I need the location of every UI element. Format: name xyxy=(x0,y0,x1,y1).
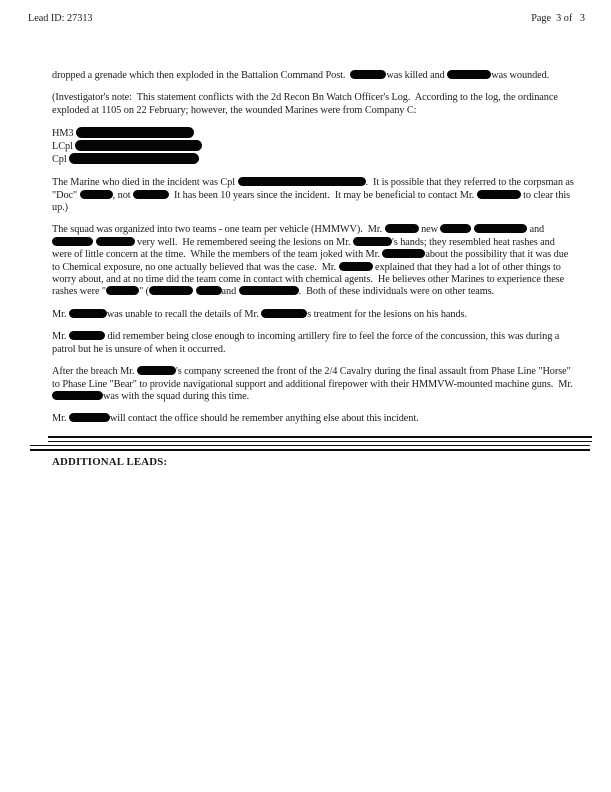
text-run: HM3 xyxy=(52,128,76,140)
para-wounded-marines-list xyxy=(52,127,576,166)
text-run xyxy=(193,286,196,297)
text-run: . Both of these individuals were on other teams. xyxy=(298,286,495,298)
redaction-bar xyxy=(447,70,491,79)
text-run: s treatment for the lesions on his hands. xyxy=(307,308,467,320)
text-run: LCpl xyxy=(52,141,76,153)
para-will-contact-office xyxy=(52,413,576,425)
redaction-bar xyxy=(196,286,222,295)
text-run: " ( xyxy=(139,286,150,298)
para-artillery-fire xyxy=(52,331,576,356)
redaction-bar xyxy=(474,224,527,233)
page-number-label: Page 3 of 3 xyxy=(531,13,585,24)
text-run: was with the squad during this time. xyxy=(103,390,250,402)
redaction-bar xyxy=(137,366,176,375)
redaction-bar xyxy=(96,237,135,246)
text-run: Cpl xyxy=(52,154,70,166)
para-squad-organization xyxy=(52,224,576,298)
redaction-bar xyxy=(80,190,113,199)
text-run: (Investigator's note: This statement conflicts with the 2d Recon Bn Watch Officer's Log. According to the log, the ordinance exploded at 1105 on 22 February; however, the wounded Marines were from Company C: xyxy=(52,92,561,116)
redaction-bar xyxy=(261,309,307,318)
text-run: and xyxy=(526,224,547,236)
para-investigators-note xyxy=(52,92,576,117)
redaction-bar xyxy=(69,331,105,340)
text-run: about the possibility that it was due to Chemical exposure, no one actually believed that was the case. Mr. xyxy=(52,249,571,273)
redaction-bar xyxy=(385,224,419,233)
text-run: new xyxy=(418,224,441,236)
redaction-bar xyxy=(477,190,521,199)
lead-id-label: Lead ID: 27313 xyxy=(28,13,93,24)
text-run: Mr. xyxy=(52,308,69,320)
redaction-bar xyxy=(75,140,202,151)
redaction-bar xyxy=(382,249,425,258)
redaction-bar xyxy=(76,127,194,138)
text-run: will contact the office should he remember anything else about this incident. xyxy=(109,413,419,425)
additional-leads-heading: ADDITIONAL LEADS: xyxy=(52,456,168,469)
redaction-bar xyxy=(133,190,169,199)
text-run: Mr. xyxy=(52,413,69,425)
redaction-bar xyxy=(440,224,471,233)
para-grenade-incident xyxy=(52,70,576,82)
redaction-bar xyxy=(69,309,107,318)
text-run: was killed and xyxy=(386,70,448,81)
para-after-the-breach xyxy=(52,366,576,403)
redaction-bar xyxy=(69,153,199,164)
paragraph-list xyxy=(52,70,576,426)
redaction-bar xyxy=(149,286,193,295)
text-run: The squad was organized into two teams - one team per vehicle (HMMWV). Mr. xyxy=(52,224,385,236)
section-separator xyxy=(52,436,576,452)
text-run: . It is possible that they referred to the corpsman as "Doc" xyxy=(52,177,577,201)
text-run: was wounded. xyxy=(491,70,550,81)
text-run: was unable to recall the details of Mr. xyxy=(106,308,262,320)
text-run: very well. He remembered seeing the lesions on Mr. xyxy=(134,236,354,248)
text-run: dropped a grenade which then exploded in the Battalion Command Post. xyxy=(52,70,351,81)
redaction-bar xyxy=(69,413,110,422)
redaction-bar xyxy=(239,286,299,295)
document-body xyxy=(52,70,576,469)
redaction-bar xyxy=(339,262,373,271)
redaction-bar xyxy=(350,70,386,79)
redaction-bar xyxy=(238,177,366,186)
redaction-bar xyxy=(106,286,139,295)
text-run: 's hands; they resembled heat rashes and were of little concern at the time. While the members of the team joked with Mr. xyxy=(52,236,558,261)
text-run: After the breach Mr. xyxy=(52,366,137,378)
text-run: , not xyxy=(112,189,134,201)
redaction-bar xyxy=(52,237,93,246)
separator-rule-bottom xyxy=(30,445,590,451)
text-run: It has been 10 years since the incident. It may be beneficial to contact Mr. xyxy=(169,189,477,201)
redaction-bar xyxy=(52,391,103,400)
text-run: 's company screened the front of the 2/4 Cavalry during the final assault from Phase Line "Horse" to Phase Line "Bear" to provide navigational support and additional firepower with their HMMVW-mounted machine guns. Mr. xyxy=(52,366,576,390)
text-run: to clear this up.) xyxy=(52,189,573,214)
text-run: explained that they had a lot of other things to worry about, and at no time did the team come in contact with chemical agents. He believes other Marines to experience these rashes were " xyxy=(52,261,567,298)
text-run: did remember being close enough to incoming artillery fire to feel the force of the concussion, this was during a patrol but he is unsure of when it occurred. xyxy=(52,331,562,355)
text-run: Mr. xyxy=(52,331,69,343)
text-run: and xyxy=(221,286,239,298)
para-unable-to-recall xyxy=(52,309,576,321)
redaction-bar xyxy=(353,237,392,246)
separator-rule-top xyxy=(48,436,592,442)
para-marine-who-died xyxy=(52,177,576,214)
text-run: The Marine who died in the incident was Cpl xyxy=(52,177,238,189)
